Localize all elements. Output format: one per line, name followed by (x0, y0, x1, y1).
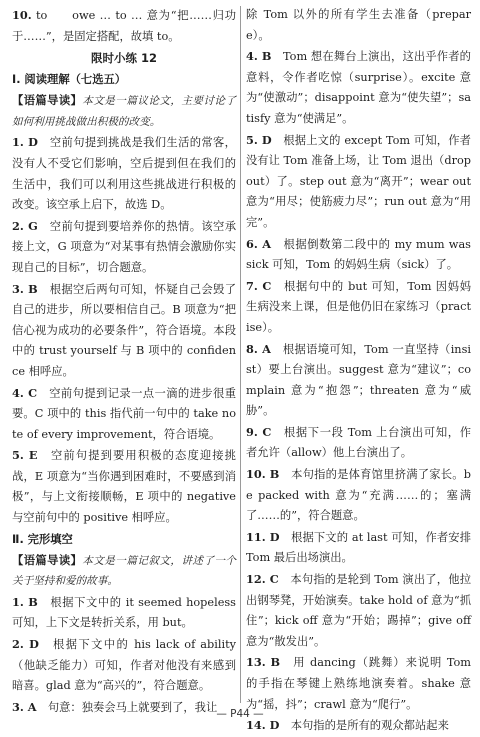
cloze-answer-13: 13. B 用 dancing（跳舞）来说明 Tom 的手指在琴键上熟练地演奏着。shake 意为“摇，抖”；crawl 意为“爬行”。 (246, 655, 471, 711)
cloze-answer-5: 5. D 根据上文的 except Tom 可知，作者没有让 Tom 准备上场，让 Tom 退出（drop out）了。step out 意为“离开”；wear out 意为“用尽；使筋疲力尽”；run out 意为“用完”。 (246, 132, 471, 229)
drill-title: 限时小练 12 (90, 51, 157, 66)
passage-guide: 【语篇导读】本文是一篇议论文，主要讨论了如何利用挑战做出积极的改变。 (12, 93, 236, 128)
reading-answer-2: 2. G 空前句提到要培养你的热情。该空承接上文，G 项意为“对某事有热情会激励你实现自己的目标”，切合题意。 (12, 218, 236, 274)
section-heading-reading: Ⅰ. 阅读理解（七选五） (12, 73, 127, 87)
cloze-answer-7: 7. C 根据句中的 but 可知，Tom 因妈妈生病没来上课，但是他仍旧在家练习（practise）。 (246, 278, 471, 334)
reading-answer-1: 1. D 空前句提到挑战是我们生活的常客，没有人不受它们影响，空后提到但在我们的生活中，我们可以利用这些挑战进行积极的改变。该空承上启下，故选 D。 (12, 135, 236, 212)
reading-answer-4: 4. C 空前句提到记录一点一滴的进步很重要。C 项中的 this 指代前一句中的 take note of every improvement，符合语境。 (12, 385, 236, 441)
right-column (246, 5, 472, 733)
answer-10: 10. to owe … to … 意为“把……归功于……”，是固定搭配，故填 to。 (12, 8, 236, 43)
reading-answer-5: 5. E 空前句提到要用积极的态度迎接挑战，E 项意为“当你遇到困难时，不要感到消极”，与上文衔接顺畅，E 项中的 negative 与空前句中的 positive 相呼应。 (12, 448, 236, 525)
passage-guide: 【语篇导读】本文是一篇记叙文，讲述了一个关于坚持和爱的故事。 (12, 552, 236, 588)
left-column (12, 5, 236, 714)
cloze-answer-8: 8. A 根据语境可知，Tom 一直坚持（insist）要上台演出。suggest 意为“建议”；complain 意为“抱怨”；threaten 意为“威胁”。 (246, 341, 471, 418)
cloze-answer-9: 9. C 根据下一段 Tom 上台演出可知，作者允许（allow）他上台演出了。 (246, 424, 471, 460)
section-heading-cloze: Ⅱ. 完形填空 (12, 532, 73, 546)
cloze-answer-4: 4. B Tom 想在舞台上演出，这出乎作者的意料，令作者吃惊（surprise）。excite 意为“使激动”；disappoint 意为“使失望”；satisfy 意为“使满足”。 (246, 49, 471, 125)
cloze-answer-10: 10. B 本句指的是体育馆里挤满了家长。be packed with 意为“充满……的；塞满了……的”，符合题意。 (246, 467, 471, 523)
cloze-answer-3: 3. A 句意：独奏会马上就要到了，我让 (12, 699, 218, 714)
reading-answer-3: 3. B 根据空后两句可知，怀疑自己会毁了自己的进步，所以要相信自己。B 项意为“把信心视为成功的必要条件”，符合语境。本段中的 trust yourself 与 B 项中的 confidence 相呼应。 (12, 281, 236, 378)
page-number: — P44 — (216, 708, 264, 720)
column-divider (240, 6, 241, 703)
cloze-answer-3-continued: 除 Tom 以外的所有学生去准备（prepare）。 (246, 8, 471, 42)
cloze-answer-12: 12. C 本句指的是轮到 Tom 演出了，他拉出钢琴凳，开始演奏。take hold of 意为“抓住”；kick off 意为“开始；踢掉”；give off 意为“散发出”。 (246, 572, 471, 648)
cloze-answer-6: 6. A 根据倒数第二段中的 my mum was sick 可知，Tom 的妈妈生病（sick）了。 (246, 236, 471, 272)
cloze-answer-1: 1. B 根据下文中的 it seemed hopeless 可知，上下文是转折关系，用 but。 (12, 594, 236, 630)
cloze-answer-2: 2. D 根据下文中的 his lack of ability（他缺乏能力）可知，作者对他没有来感到暗喜。glad 意为“高兴的”，符合题意。 (12, 637, 236, 693)
cloze-answer-14: 14. D 本句指的是所有的观众都站起来 (246, 718, 449, 733)
cloze-answer-11: 11. D 根据下文的 at last 可知，作者安排 Tom 最后出场演出。 (246, 529, 472, 565)
